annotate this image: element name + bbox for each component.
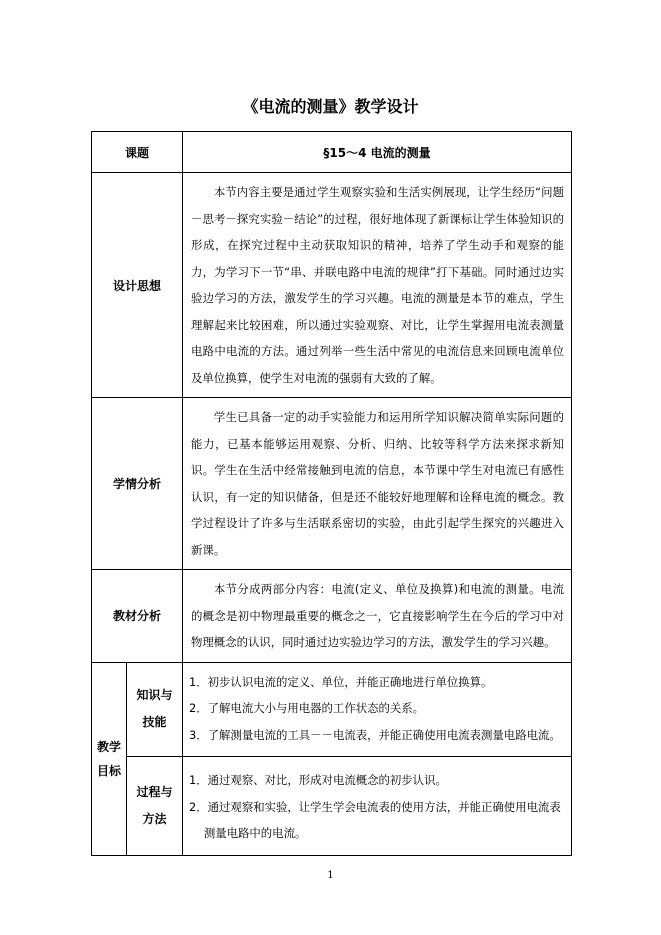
textbook-analysis-row: [92, 570, 572, 663]
student-analysis-label: 学情分析: [92, 398, 183, 570]
knowledge-label: [127, 662, 183, 757]
process-row: [92, 757, 572, 856]
list-item-continuation: 测量电路中的电流。: [203, 826, 307, 840]
design-idea-label: 设计思想: [92, 173, 183, 398]
process-label-line1: 过程与: [136, 784, 173, 799]
process-list: [183, 757, 572, 856]
student-analysis-text: 学生已具备一定的动手实验能力和运用所学知识解决简单实际问题的能力，已基本能够运用观察、分析、归纳、比较等科学方法来探求新知识。学生在生活中经常接触到电流的信息，本节课中学生对电流已有感性认识，有一定的知识储备，但是还不能较好地理解和诠释电流的概念。教学过程设计了许多与生活联系密切的实验，由此引起学生探究的兴趣进入新课。: [183, 398, 572, 570]
topic-value: §15～4 电流的测量: [183, 132, 572, 173]
list-item: 2．了解电流大小与用电器的工作状态的关系。: [189, 701, 425, 715]
document-title: 《电流的测量》教学设计: [242, 97, 419, 116]
objectives-label-line1: 教学: [96, 739, 121, 754]
design-idea-row: [92, 173, 572, 398]
textbook-analysis-label: 教材分析: [92, 570, 183, 663]
list-item: 1．通过观察、对比，形成对电流概念的初步认识。: [189, 773, 447, 787]
knowledge-row: [92, 662, 572, 757]
student-analysis-row: [92, 398, 572, 570]
textbook-analysis-text: 本节分成两部分内容：电流(定义、单位及换算)和电流的测量。电流的概念是初中物理最重要的概念之一，它直接影响学生在今后的学习中对物理概念的认识，同时通过边实验边学习的方法，激发学生的学习兴趣。: [183, 570, 572, 663]
list-item: 1．初步认识电流的定义、单位，并能正确地进行单位换算。: [189, 674, 493, 689]
objectives-label: [92, 662, 127, 855]
objectives-label-line2: 目标: [96, 763, 121, 778]
page-number: 1: [327, 870, 334, 881]
process-label: [127, 757, 183, 856]
list-item: 3．了解测量电流的工具－－电流表，并能正确使用电流表测量电路电流。: [189, 727, 561, 742]
knowledge-list: [183, 662, 572, 757]
knowledge-label-line2: 技能: [142, 715, 167, 730]
knowledge-label-line1: 知识与: [136, 688, 173, 703]
header-row: [92, 132, 572, 173]
lesson-plan-table: [91, 131, 572, 856]
process-label-line2: 方法: [142, 811, 167, 826]
design-idea-text: 本节内容主要是通过学生观察实验和生活实例展现，让学生经历“问题－思考－探究实验－结论”的过程，很好地体现了新课标让学生体验知识的形成，在探究过程中主动获取知识的精神，培养了学生动手和观察的能力，为学习下一节“串、并联电路中电流的规律”打下基础。同时通过边实验边学习的方法，激发学生的学习兴趣。电流的测量是本节的难点，学生理解起来比较困难，所以通过实验观察、对比，让学生掌握用电流表测量电路中电流的方法。通过列举一些生活中常见的电流信息来回顾电流单位及单位换算，使学生对电流的强弱有大致的了解。: [183, 173, 572, 398]
list-item: 2．通过观察和实验，让学生学会电流表的使用方法，并能正确使用电流表: [189, 799, 561, 814]
topic-label: 课题: [92, 132, 183, 173]
